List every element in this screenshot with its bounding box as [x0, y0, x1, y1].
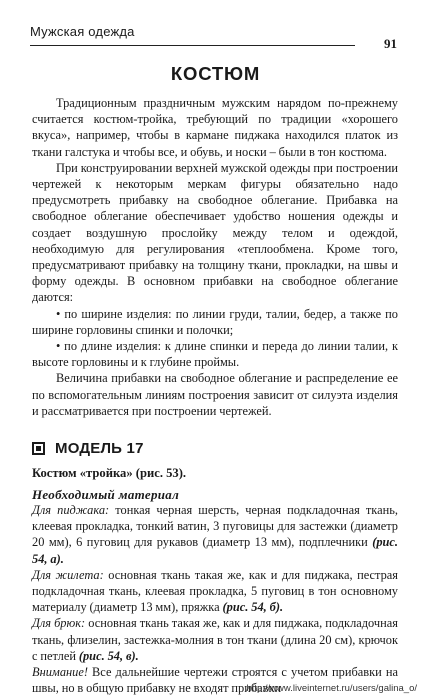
- vest-materials: [32, 567, 398, 616]
- intro-text: [32, 95, 398, 419]
- bullet-item: • по ширине изделия: по линии груди, талии, бедер, а также по ширине горловины спинки и полочки;: [32, 306, 398, 337]
- vest-figure-ref: (рис. 54, б).: [222, 600, 284, 615]
- page-number: 91: [384, 36, 397, 51]
- model-heading-label: МОДЕЛЬ 17: [55, 440, 144, 457]
- vest-label: Для жилета:: [32, 567, 104, 582]
- vest-text: основная ткань такая же, как и для пиджака, пестрая подкладочная ткань, клеевая прокладка, 5 пуговиц в тон основному материалу (диаметр 13 мм), пряжка: [32, 567, 398, 615]
- suit-figure-ref: (рис. 53).: [135, 466, 187, 480]
- trousers-materials: [32, 615, 398, 664]
- jacket-figure-ref: (рис. 54, а).: [32, 535, 398, 566]
- jacket-text: тонкая черная шерсть, черная подкладочная ткань, клеевая прокладка, тонкий ватин, 3 пуговицы для застежки (диаметр 20 мм), 6 пуговиц для рукавов (диаметр 13 мм), подплечники: [32, 503, 399, 550]
- material-heading: Необходимый материал: [32, 487, 180, 502]
- running-title: Мужская одежда: [30, 24, 135, 39]
- trousers-figure-ref: (рис. 54, в).: [78, 648, 139, 663]
- bullet-item: • по длине изделия: к длине спинки и переда до линии талии, к высоте горловины и к глубине проймы.: [32, 339, 398, 370]
- model-heading: [32, 440, 144, 457]
- square-bullet-icon: [32, 442, 45, 455]
- section-title: КОСТЮМ: [170, 63, 261, 84]
- suit-label: Костюм «тройка»: [32, 466, 133, 480]
- paragraph: Традиционным праздничным мужским нарядом по-прежнему считается костюм-тройка, требующий по традиции «хорошего вкуса», например, чтобы в кармане пиджака находился платок из ткани галстука и чтобы все, и обувь, и носки – были в тон костюма.: [32, 96, 398, 159]
- attention-text: Все дальнейшие чертежи строятся с учетом прибавки на швы, но в общую прибавку не входят прибавки: [32, 665, 398, 696]
- suit-caption: [32, 466, 186, 481]
- watermark-url: http://www.liveinternet.ru/users/galina_o/: [246, 683, 417, 694]
- trousers-text: основная ткань такая же, как и для пиджака, подкладочная ткань, флизелин, застежка-молния в тон ткани (длина 20 см), крючок с петлей: [32, 616, 398, 663]
- jacket-materials: [32, 502, 398, 567]
- paragraph: Величина прибавки на свободное облегание и распределение ее по вспомогательным линиям построения зависит от силуэта изделия и рассматривается при построении чертежей.: [32, 371, 398, 418]
- attention-label: Внимание!: [32, 665, 88, 680]
- paragraph: При конструировании верхней мужской одежды при построении чертежей к некоторым меркам фигуры обязательно надо предусмотреть прибавку на свободное облегание. Прибавка на свободное облегание обеспечивает удобство ношения одежды и создает воздушную прослойку между телом и одеждой, необходимую для регулирования «теплообмена. Кроме того, предусматривают прибавку на толщину ткани, прокладки, на швы и форму одежды. В основном прибавки на свободное облегание даются:: [32, 160, 398, 305]
- trousers-label: Для брюк:: [32, 616, 86, 631]
- materials-text: [32, 502, 398, 696]
- header-rule: [30, 45, 355, 46]
- jacket-label: Для пиджака:: [32, 503, 110, 517]
